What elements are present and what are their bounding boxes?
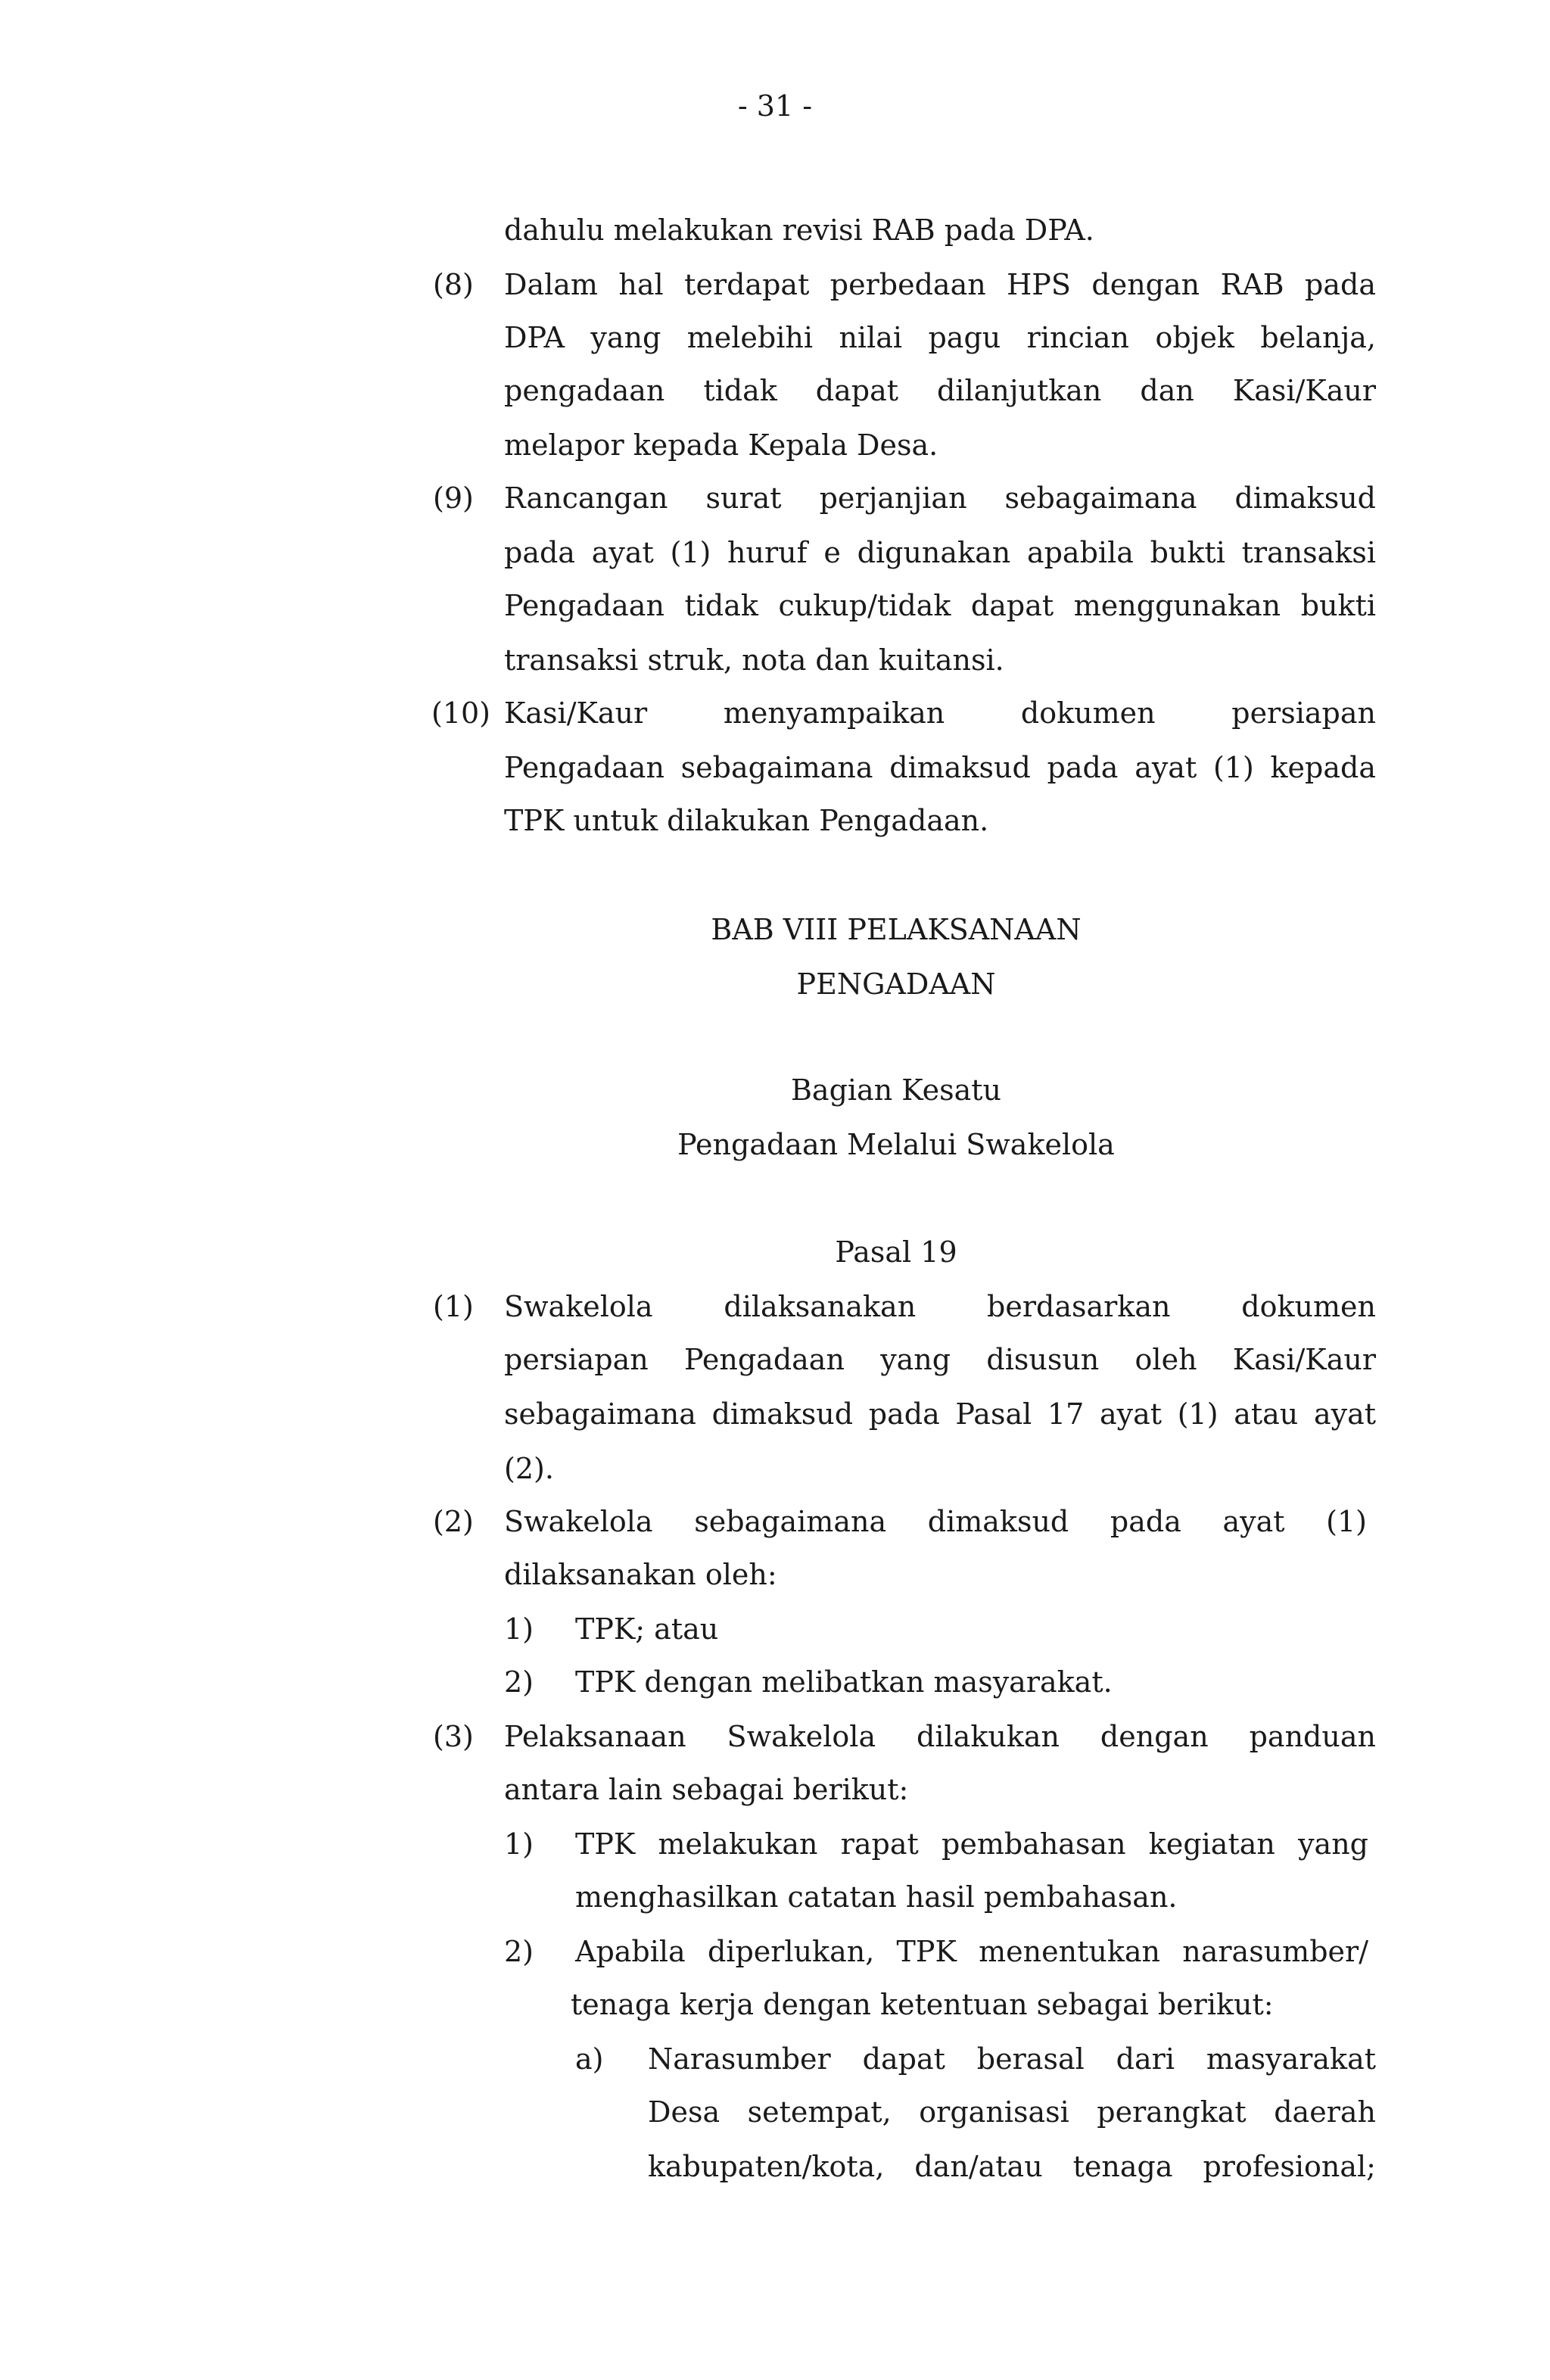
pasal-item-1-line-2: persiapan Pengadaan yang disusun oleh Kasi/Kaur xyxy=(504,1343,1376,1376)
pasal-item-number-2: (2) xyxy=(433,1505,474,1538)
section-heading-line-1: Bagian Kesatu xyxy=(790,1073,1002,1107)
item-8-line-4: melapor kepada Kepala Desa. xyxy=(504,428,938,462)
item-number-8: (8) xyxy=(433,268,474,301)
item-9-line-4: transaksi struk, nota dan kuitansi. xyxy=(504,643,1004,677)
item-9-line-2: pada ayat (1) huruf e digunakan apabila bukti transaksi xyxy=(504,536,1376,569)
item-10-line-1: Kasi/Kaur menyampaikan dokumen persiapan xyxy=(504,696,1376,730)
chapter-heading-line-2: PENGADAAN xyxy=(796,967,996,1001)
pasal-item-3-sub-number-1: 1) xyxy=(504,1827,534,1861)
item-number-9: (9) xyxy=(433,481,474,515)
pasal-item-2-line-2: dilaksanakan oleh: xyxy=(504,1558,777,1591)
pasal-item-3-sub-2-line-1: Apabila diperlukan, TPK menentukan narasumber/ xyxy=(575,1935,1368,1968)
pasal-item-3-subsub-number-a: a) xyxy=(575,2042,604,2076)
item-10-line-2: Pengadaan sebagaimana dimaksud pada ayat (1) kepada xyxy=(504,751,1376,784)
pasal-item-2-sub-text-1: TPK; atau xyxy=(575,1612,719,1646)
item-8-line-1: Dalam hal terdapat perbedaan HPS dengan RAB pada xyxy=(504,268,1376,301)
pasal-item-3-subsub-a-line-2: Desa setempat, organisasi perangkat daerah xyxy=(648,2095,1376,2129)
item-9-line-1: Rancangan surat perjanjian sebagaimana dimaksud xyxy=(504,481,1376,515)
pasal-item-2-sub-number-2: 2) xyxy=(504,1665,534,1699)
pasal-item-number-3: (3) xyxy=(433,1720,474,1753)
pasal-item-3-line-1: Pelaksanaan Swakelola dilakukan dengan panduan xyxy=(504,1720,1376,1753)
chapter-heading-line-1: BAB VIII PELAKSANAAN xyxy=(711,913,1082,946)
item-8-line-2: DPA yang melebihi nilai pagu rincian objek belanja, xyxy=(504,321,1376,354)
article-heading: Pasal 19 xyxy=(835,1235,957,1269)
pasal-item-1-line-3: sebagaimana dimaksud pada Pasal 17 ayat (1) atau ayat xyxy=(504,1397,1376,1431)
pasal-item-2-line-1: Swakelola sebagaimana dimaksud pada ayat (1) xyxy=(504,1505,1367,1538)
carry-over-line: dahulu melakukan revisi RAB pada DPA. xyxy=(504,213,1094,247)
pasal-item-2-sub-number-1: 1) xyxy=(504,1612,534,1646)
pasal-item-3-sub-1-line-2: menghasilkan catatan hasil pembahasan. xyxy=(575,1880,1178,1914)
item-10-line-3: TPK untuk dilakukan Pengadaan. xyxy=(504,804,989,837)
pasal-item-3-subsub-a-line-3: kabupaten/kota, dan/atau tenaga profesional; xyxy=(648,2150,1376,2183)
pasal-item-1-line-1: Swakelola dilaksanakan berdasarkan dokumen xyxy=(504,1290,1376,1323)
pasal-item-3-sub-2-line-2: tenaga kerja dengan ketentuan sebagai berikut: xyxy=(571,1988,1274,2021)
section-heading-line-2: Pengadaan Melalui Swakelola xyxy=(677,1128,1115,1161)
item-number-10: (10) xyxy=(431,696,491,730)
pasal-item-3-sub-number-2: 2) xyxy=(504,1935,534,1968)
item-9-line-3: Pengadaan tidak cukup/tidak dapat menggunakan bukti xyxy=(504,589,1376,622)
pasal-item-number-1: (1) xyxy=(433,1290,474,1323)
pasal-item-3-sub-1-line-1: TPK melakukan rapat pembahasan kegiatan yang xyxy=(575,1827,1368,1861)
page-number: - 31 - xyxy=(737,89,813,123)
pasal-item-2-sub-text-2: TPK dengan melibatkan masyarakat. xyxy=(575,1665,1113,1699)
pasal-item-1-line-4: (2). xyxy=(504,1452,554,1485)
pasal-item-3-subsub-a-line-1: Narasumber dapat berasal dari masyarakat xyxy=(648,2042,1376,2076)
item-8-line-3: pengadaan tidak dapat dilanjutkan dan Kasi/Kaur xyxy=(504,374,1376,407)
pasal-item-3-line-2: antara lain sebagai berikut: xyxy=(504,1773,909,1806)
